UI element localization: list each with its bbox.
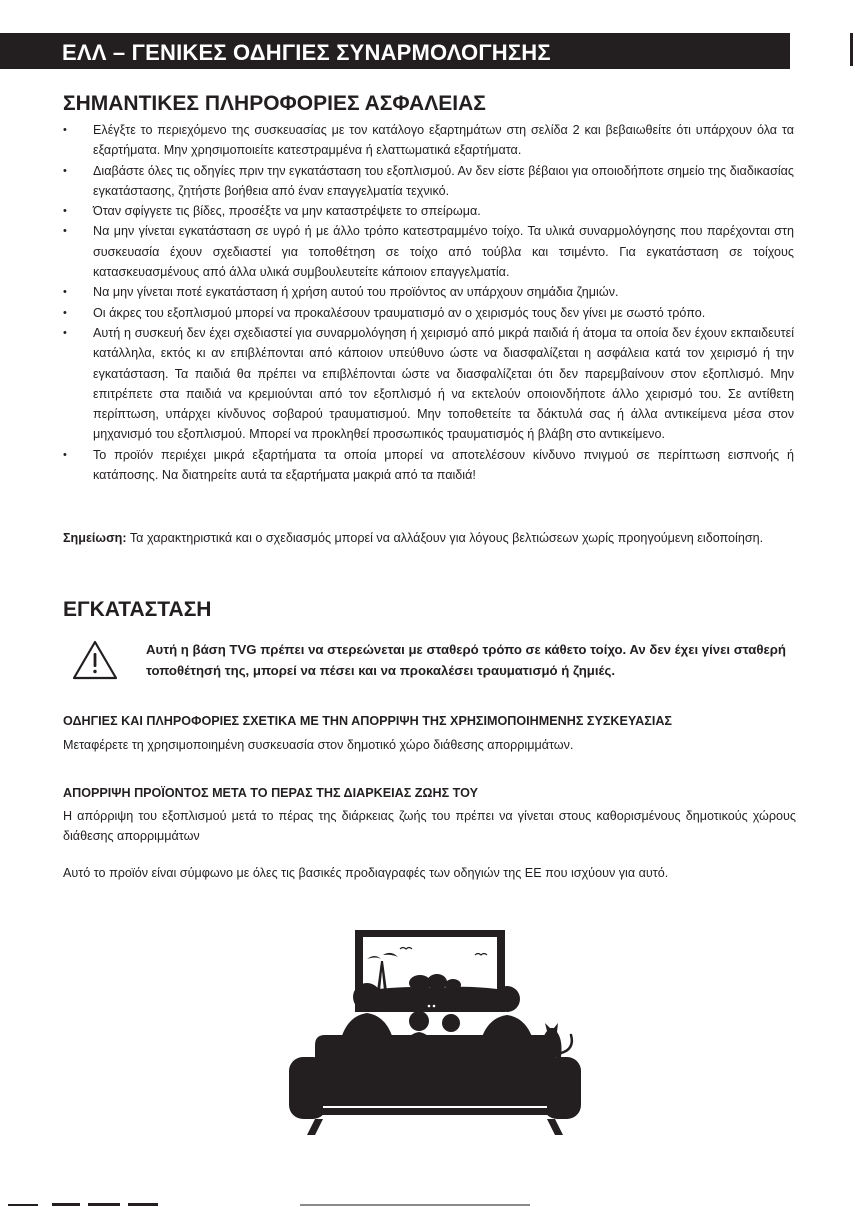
note-text: Τα χαρακτηριστικά και ο σχεδιασμός μπορεί να αλλάξουν για λόγους βελτιώσεων χωρίς προηγούμενη ειδοποίηση. xyxy=(126,531,764,545)
list-item: • Να μην γίνεται ποτέ εγκατάσταση ή χρήση αυτού του προϊόντος αν υπάρχουν σημάδια ζημιών. xyxy=(63,282,794,302)
page-title: ΕΛΛ – ΓΕΝΙΚΕΣ ΟΔΗΓΙΕΣ ΣΥΝΑΡΜΟΛΟΓΗΣΗΣ xyxy=(62,40,551,65)
list-item: • Να μην γίνεται εγκατάσταση σε υγρό ή με άλλο τρόπο κατεστραμμένο τοίχο. Τα υλικά συναρμολόγησης που παρέχονται στη συσκευασία έχουν σχεδιαστεί για τοποθέτηση σε τοίχο από τούβλα και τσιμέντο. Για εγκατάσταση σε τοίχους κατασκευασμένους από άλλα υλικά συμβουλευτείτε κάποιον επαγγελματία. xyxy=(63,221,794,282)
safety-list xyxy=(63,120,794,485)
list-item: • Οι άκρες του εξοπλισμού μπορεί να προκαλέσουν τραυματισμό αν ο χειρισμός τους δεν γίνει με σωστό τρόπο. xyxy=(63,303,794,323)
safety-heading: ΣΗΜΑΝΤΙΚΕΣ ΠΛΗΡΟΦΟΡΙΕΣ ΑΣΦΑΛΕΙΑΣ xyxy=(63,92,486,115)
product-disposal-heading: ΑΠΟΡΡΙΨΗ ΠΡΟΪΟΝΤΟΣ ΜΕΤΑ ΤΟ ΠΕΡΑΣ ΤΗΣ ΔΙΑΡΚΕΙΑΣ ΖΩΗΣ ΤΟΥ xyxy=(63,786,478,800)
note-label: Σημείωση: xyxy=(63,531,127,545)
installation-heading: ΕΓΚΑΤΑΣΤΑΣΗ xyxy=(63,598,212,621)
list-item: • Όταν σφίγγετε τις βίδες, προσέξτε να μην καταστρέψετε το σπείρωμα. xyxy=(63,201,794,221)
list-item: • Διαβάστε όλες τις οδηγίες πριν την εγκατάσταση του εξοπλισμού. Αν δεν είστε βέβαιοι για οποιοδήποτε σημείο της διαδικασίας εγκατάστασης, ζητήστε βοήθεια από έναν επαγγελματία τεχνικό. xyxy=(63,161,794,202)
warning-triangle-icon xyxy=(72,640,118,680)
packaging-disposal-text: Μεταφέρετε τη χρησιμοποιημένη συσκευασία στον δημοτικό χώρο διάθεσης απορριμμάτων. xyxy=(63,738,574,752)
packaging-disposal-heading: ΟΔΗΓΙΕΣ ΚΑΙ ΠΛΗΡΟΦΟΡΙΕΣ ΣΧΕΤΙΚΑ ΜΕ ΤΗΝ ΑΠΟΡΡΙΨΗ ΤΗΣ ΧΡΗΣΙΜΟΠΟΙΗΜΕΝΗΣ ΣΥΣΚΕΥΑΣΙΑΣ xyxy=(63,714,672,728)
print-crop-marks xyxy=(0,1202,855,1207)
edge-tab-mark xyxy=(850,33,853,66)
warning-text: Αυτή η βάση TVG πρέπει να στερεώνεται με σταθερό τρόπο σε κάθετο τοίχο. Αν δεν έχει γίνει σταθερή τοποθέτησή της, μπορεί να πέσει και να προκαλέσει τραυματισμό ή ζημιές. xyxy=(146,642,786,678)
list-item: • Το προϊόν περιέχει μικρά εξαρτήματα τα οποία μπορεί να αποτελέσουν κίνδυνο πνιγμού σε περίπτωση εισπνοής ή κατάποσης. Να διατηρείτε αυτά τα εξαρτήματα μακριά από τα παιδιά! xyxy=(63,445,794,486)
product-disposal-text: Η απόρριψη του εξοπλισμού μετά το πέρας της διάρκειας ζωής του πρέπει να γίνεται στους καθορισμένους δημοτικούς χώρους διάθεσης απορριμμάτων xyxy=(63,809,796,844)
family-watching-tv-illustration xyxy=(285,925,585,1140)
list-item: • Ελέγξτε το περιεχόμενο της συσκευασίας με τον κατάλογο εξαρτημάτων στη σελίδα 2 και βεβαιωθείτε ότι υπάρχουν όλα τα εξαρτήματα. Μην χρησιμοποιείτε κατεστραμμένα ή ελαττωματικά εξαρτήματα. xyxy=(63,120,794,161)
note-paragraph xyxy=(63,528,796,548)
list-item: • Αυτή η συσκευή δεν έχει σχεδιαστεί για συναρμολόγηση ή χειρισμό από μικρά παιδιά ή άτομα τα οποία δεν έχουν εκπαιδευτεί κατάλληλα, εκτός κι αν επιβλέπονται από κάποιον υπεύθυνο ώστε να διασφαλίζεται η ασφάλεια κατά τον χειρισμό ή την εγκατάσταση. Τα παιδιά θα πρέπει να επιβλέπονται ώστε να διασφαλίζεται ότι δεν παρεμβαίνουν στον εξοπλισμό. Μην επιτρέπετε στα παιδιά να κρεμιούνται από τον εξοπλισμό ή να εκτελούν οποιονδήποτε άλλο χειρισμό του. Σε αντίθετη περίπτωση, υπάρχει κίνδυνος σοβαρού τραυματισμού. Μην τοποθετείτε τα δάκτυλά σας ή άλλα αντικείμενα μέσα στον μηχανισμό του εξοπλισμού. Μπορεί να προκληθεί προσωπικός τραυματισμός ή βλάβη στο αντικείμενο. xyxy=(63,323,794,445)
compliance-text: Αυτό το προϊόν είναι σύμφωνο με όλες τις βασικές προδιαγραφές των οδηγιών της ΕΕ που ισχύουν για αυτό. xyxy=(63,866,669,880)
